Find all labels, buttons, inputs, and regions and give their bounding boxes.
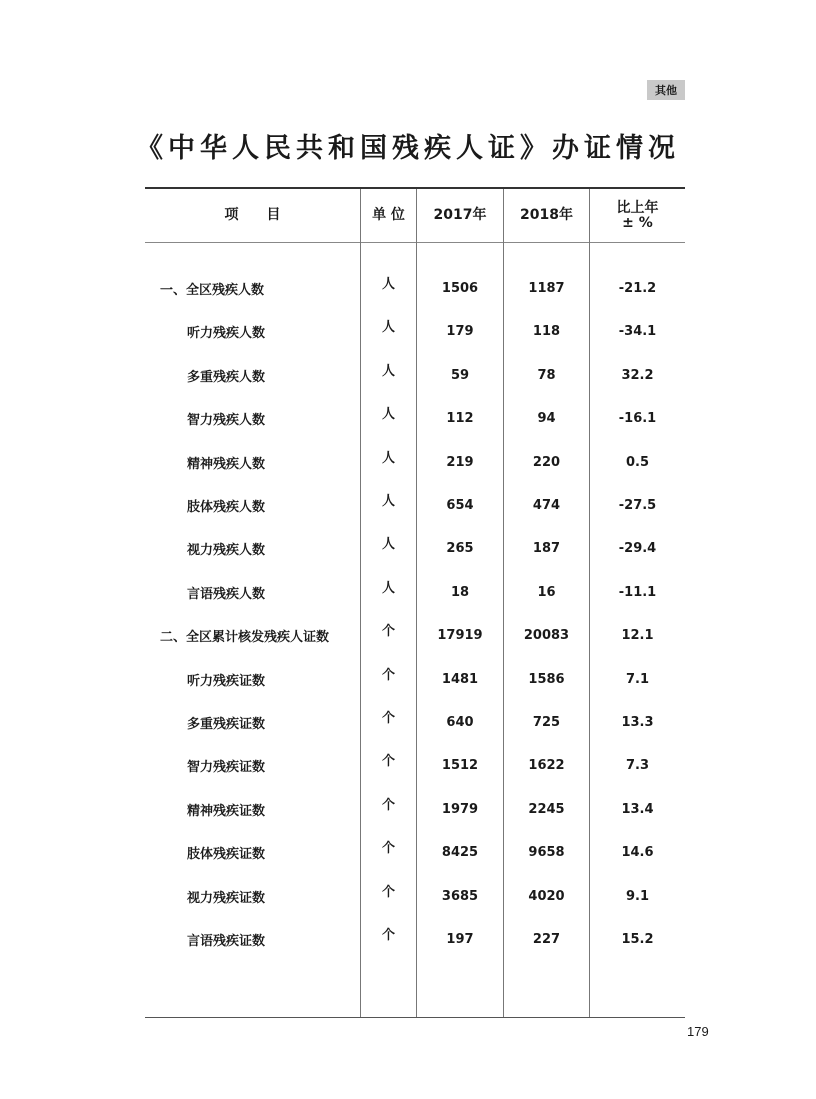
row-value-2018: 220 <box>532 454 561 470</box>
row-value-2017: 1481 <box>441 671 479 687</box>
header-change-line2: ± % <box>622 214 653 231</box>
row-value-2017: 1979 <box>441 801 479 817</box>
row-value-2017: 112 <box>446 411 474 427</box>
row-value-2017: 3685 <box>441 888 479 904</box>
row-change-percent: -21.2 <box>618 281 657 296</box>
row-unit: 个 <box>381 624 395 640</box>
table-row <box>145 658 685 701</box>
row-unit: 个 <box>381 841 395 857</box>
row-name: 言语残疾人数 <box>187 586 266 602</box>
row-value-2018: 1586 <box>528 671 565 687</box>
table-row <box>145 527 685 570</box>
row-unit: 个 <box>381 797 395 813</box>
header-divider <box>145 242 685 243</box>
row-change-percent: -11.1 <box>618 584 657 600</box>
row-unit: 人 <box>381 580 395 596</box>
row-change-percent: -16.1 <box>618 411 657 427</box>
row-name: 听力残疾人数 <box>187 326 266 342</box>
row-unit: 个 <box>381 928 395 943</box>
table-row <box>145 571 685 614</box>
table-row <box>145 484 685 527</box>
page-number: 179 <box>687 1024 709 1039</box>
row-change-percent: -34.1 <box>618 324 657 340</box>
row-change-percent: 9.1 <box>625 888 650 904</box>
header-unit: 单 位 <box>372 207 405 223</box>
row-change-percent: 7.1 <box>625 671 650 687</box>
row-name: 肢体残疾证数 <box>187 847 266 863</box>
row-change-percent: -27.5 <box>618 498 657 513</box>
row-name: 智力残疾证数 <box>187 760 266 776</box>
row-unit: 个 <box>381 711 395 726</box>
row-unit: 个 <box>381 667 395 683</box>
row-value-2017: 219 <box>446 454 474 470</box>
table-row <box>145 441 685 484</box>
row-name: 肢体残疾人数 <box>187 500 266 515</box>
header-2018: 2018年 <box>520 207 573 223</box>
row-name: 一、全区残疾人数 <box>160 283 265 298</box>
table-row <box>145 354 685 397</box>
row-change-percent: 13.3 <box>621 715 654 730</box>
table-row <box>145 875 685 918</box>
row-change-percent: 14.6 <box>621 845 654 861</box>
row-value-2018: 16 <box>537 584 556 600</box>
row-name: 视力残疾人数 <box>187 543 266 559</box>
row-unit: 个 <box>381 884 395 900</box>
row-value-2017: 8425 <box>441 845 479 861</box>
table-row <box>145 788 685 831</box>
row-value-2018: 725 <box>532 715 561 730</box>
row-unit: 人 <box>381 363 395 379</box>
row-value-2018: 1187 <box>528 281 565 296</box>
row-value-2017: 18 <box>450 584 470 600</box>
row-unit: 个 <box>381 754 395 770</box>
row-name: 精神残疾人数 <box>187 456 266 472</box>
row-value-2018: 474 <box>532 498 561 513</box>
row-unit: 人 <box>381 320 395 336</box>
row-change-percent: -29.4 <box>618 541 657 557</box>
row-value-2017: 197 <box>446 932 474 947</box>
row-value-2018: 94 <box>537 411 556 427</box>
row-value-2017: 1506 <box>441 281 479 296</box>
row-unit: 人 <box>381 407 395 423</box>
row-value-2017: 17919 <box>437 628 483 644</box>
row-value-2018: 227 <box>532 932 561 947</box>
row-value-2018: 187 <box>532 541 561 557</box>
row-change-percent: 32.2 <box>621 367 654 383</box>
header-item: 项 目 <box>224 207 281 223</box>
row-value-2018: 4020 <box>528 888 565 904</box>
table-row <box>145 831 685 874</box>
row-value-2018: 9658 <box>528 845 565 861</box>
row-value-2017: 265 <box>446 541 474 557</box>
row-name: 多重残疾人数 <box>187 369 266 385</box>
row-change-percent: 15.2 <box>621 932 654 947</box>
row-name: 精神残疾证数 <box>187 803 266 819</box>
row-value-2018: 78 <box>537 367 556 383</box>
row-change-percent: 13.4 <box>621 801 654 817</box>
table-row <box>145 397 685 440</box>
row-name: 二、全区累计核发残疾人证数 <box>160 630 330 646</box>
row-name: 听力残疾证数 <box>187 673 266 689</box>
row-value-2018: 1622 <box>528 758 565 774</box>
row-value-2017: 640 <box>446 715 474 730</box>
row-name: 智力残疾人数 <box>187 413 266 429</box>
row-unit: 人 <box>381 450 395 466</box>
table-row <box>145 701 685 744</box>
row-value-2018: 118 <box>532 324 561 340</box>
row-value-2018: 20083 <box>523 628 570 644</box>
row-value-2017: 654 <box>446 498 474 513</box>
header-change <box>590 189 685 242</box>
page-title: 《中华人民共和国残疾人证》办证情况 <box>136 133 680 164</box>
table-row <box>145 267 685 310</box>
table-row <box>145 744 685 787</box>
table-row <box>145 614 685 657</box>
row-unit: 人 <box>381 277 395 292</box>
table-row <box>145 310 685 353</box>
row-change-percent: 12.1 <box>621 628 654 644</box>
section-tag: 其他 <box>647 80 685 100</box>
table-bottom-rule <box>145 1017 685 1018</box>
row-unit: 人 <box>381 537 395 553</box>
row-name: 视力残疾证数 <box>187 890 266 906</box>
row-value-2017: 179 <box>446 324 474 340</box>
row-name: 言语残疾证数 <box>187 934 266 949</box>
row-value-2018: 2245 <box>528 801 565 817</box>
row-unit: 人 <box>381 494 395 509</box>
header-change-line1: 比上年 <box>616 199 659 216</box>
row-change-percent: 7.3 <box>625 758 650 774</box>
row-name: 多重残疾证数 <box>187 717 266 732</box>
row-change-percent: 0.5 <box>625 454 650 470</box>
row-value-2017: 59 <box>450 367 470 383</box>
table-row <box>145 918 685 961</box>
header-2017: 2017年 <box>433 207 487 223</box>
row-value-2017: 1512 <box>441 758 479 774</box>
